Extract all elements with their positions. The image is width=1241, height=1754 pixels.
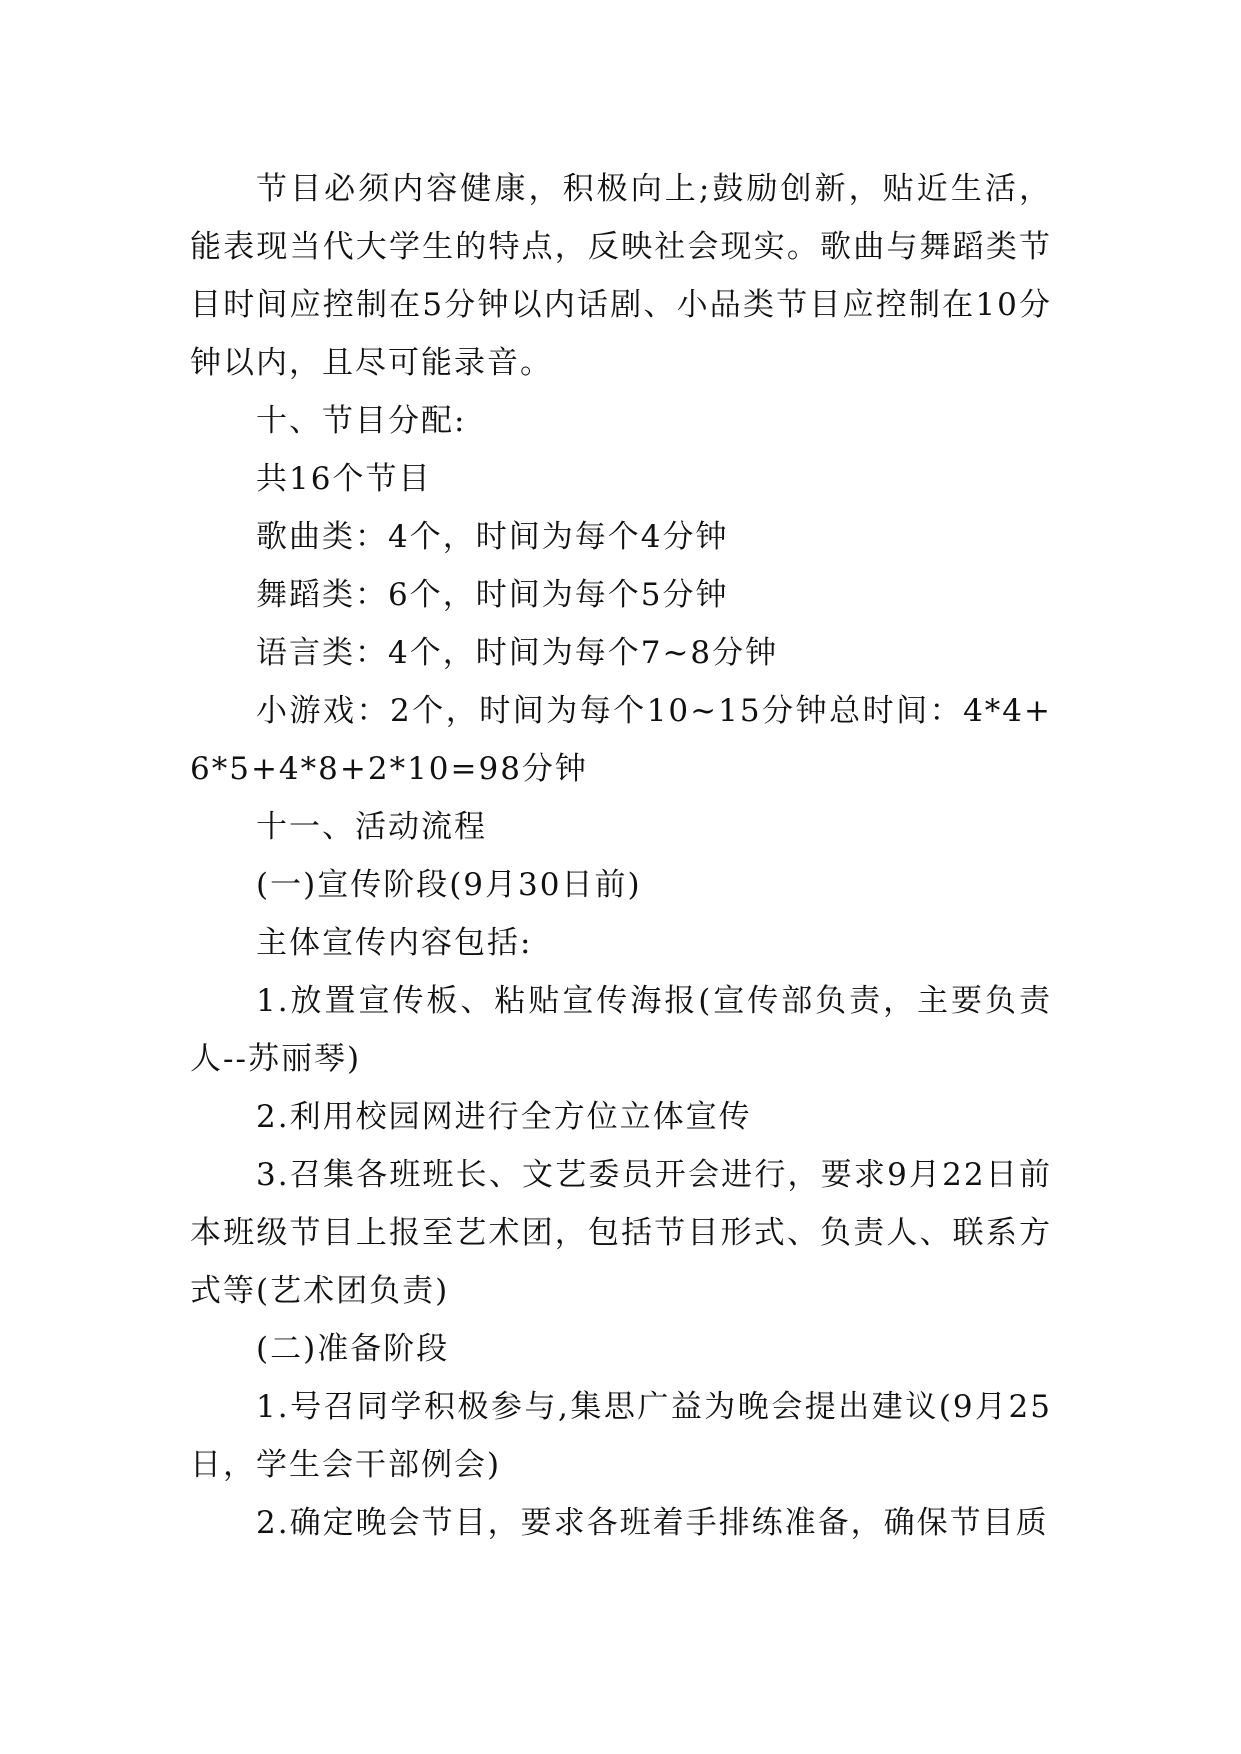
document-body — [190, 160, 1052, 1552]
list-item-preparation-2: 2.确定晚会节目，要求各班着手排练准备，确保节目质 — [256, 1505, 1049, 1541]
paragraph-dances: 舞蹈类：6个，时间为每个5分钟 — [256, 577, 729, 613]
heading-publicity-stage: (一)宣传阶段(9月30日前) — [256, 867, 642, 903]
paragraph-publicity-content: 主体宣传内容包括: — [256, 925, 533, 961]
paragraph-songs: 歌曲类：4个，时间为每个4分钟 — [256, 519, 729, 555]
paragraph-program-requirements: 节目必须内容健康，积极向上;鼓励创新，贴近生活，能表现当代大学生的特点，反映社会现实。歌曲与舞蹈类节目时间应控制在5分钟以内话剧、小品类节目应控制在10分钟以内，且尽可能录音。 — [190, 171, 1052, 381]
list-item-publicity-2: 2.利用校园网进行全方位立体宣传 — [256, 1099, 752, 1135]
paragraph-total-programs: 共16个节目 — [256, 461, 432, 497]
heading-program-allocation: 十、节目分配: — [256, 403, 467, 439]
heading-preparation-stage: (二)准备阶段 — [256, 1331, 450, 1367]
list-item-preparation-1: 1.号召同学积极参与,集思广益为晚会提出建议(9月25日，学生会干部例会) — [190, 1389, 1052, 1483]
paragraph-language: 语言类：4个，时间为每个7~8分钟 — [256, 635, 779, 671]
list-item-publicity-1: 1.放置宣传板、粘贴宣传海报(宣传部负责，主要负责人--苏丽琴) — [190, 983, 1052, 1077]
paragraph-games-total-time: 小游戏：2个，时间为每个10~15分钟总时间：4*4+6*5+4*8+2*10=98分钟 — [190, 693, 1052, 787]
list-item-publicity-3: 3.召集各班班长、文艺委员开会进行，要求9月22日前本班级节目上报至艺术团，包括节目形式、负责人、联系方式等(艺术团负责) — [190, 1157, 1052, 1309]
heading-activity-process: 十一、活动流程 — [256, 809, 487, 845]
